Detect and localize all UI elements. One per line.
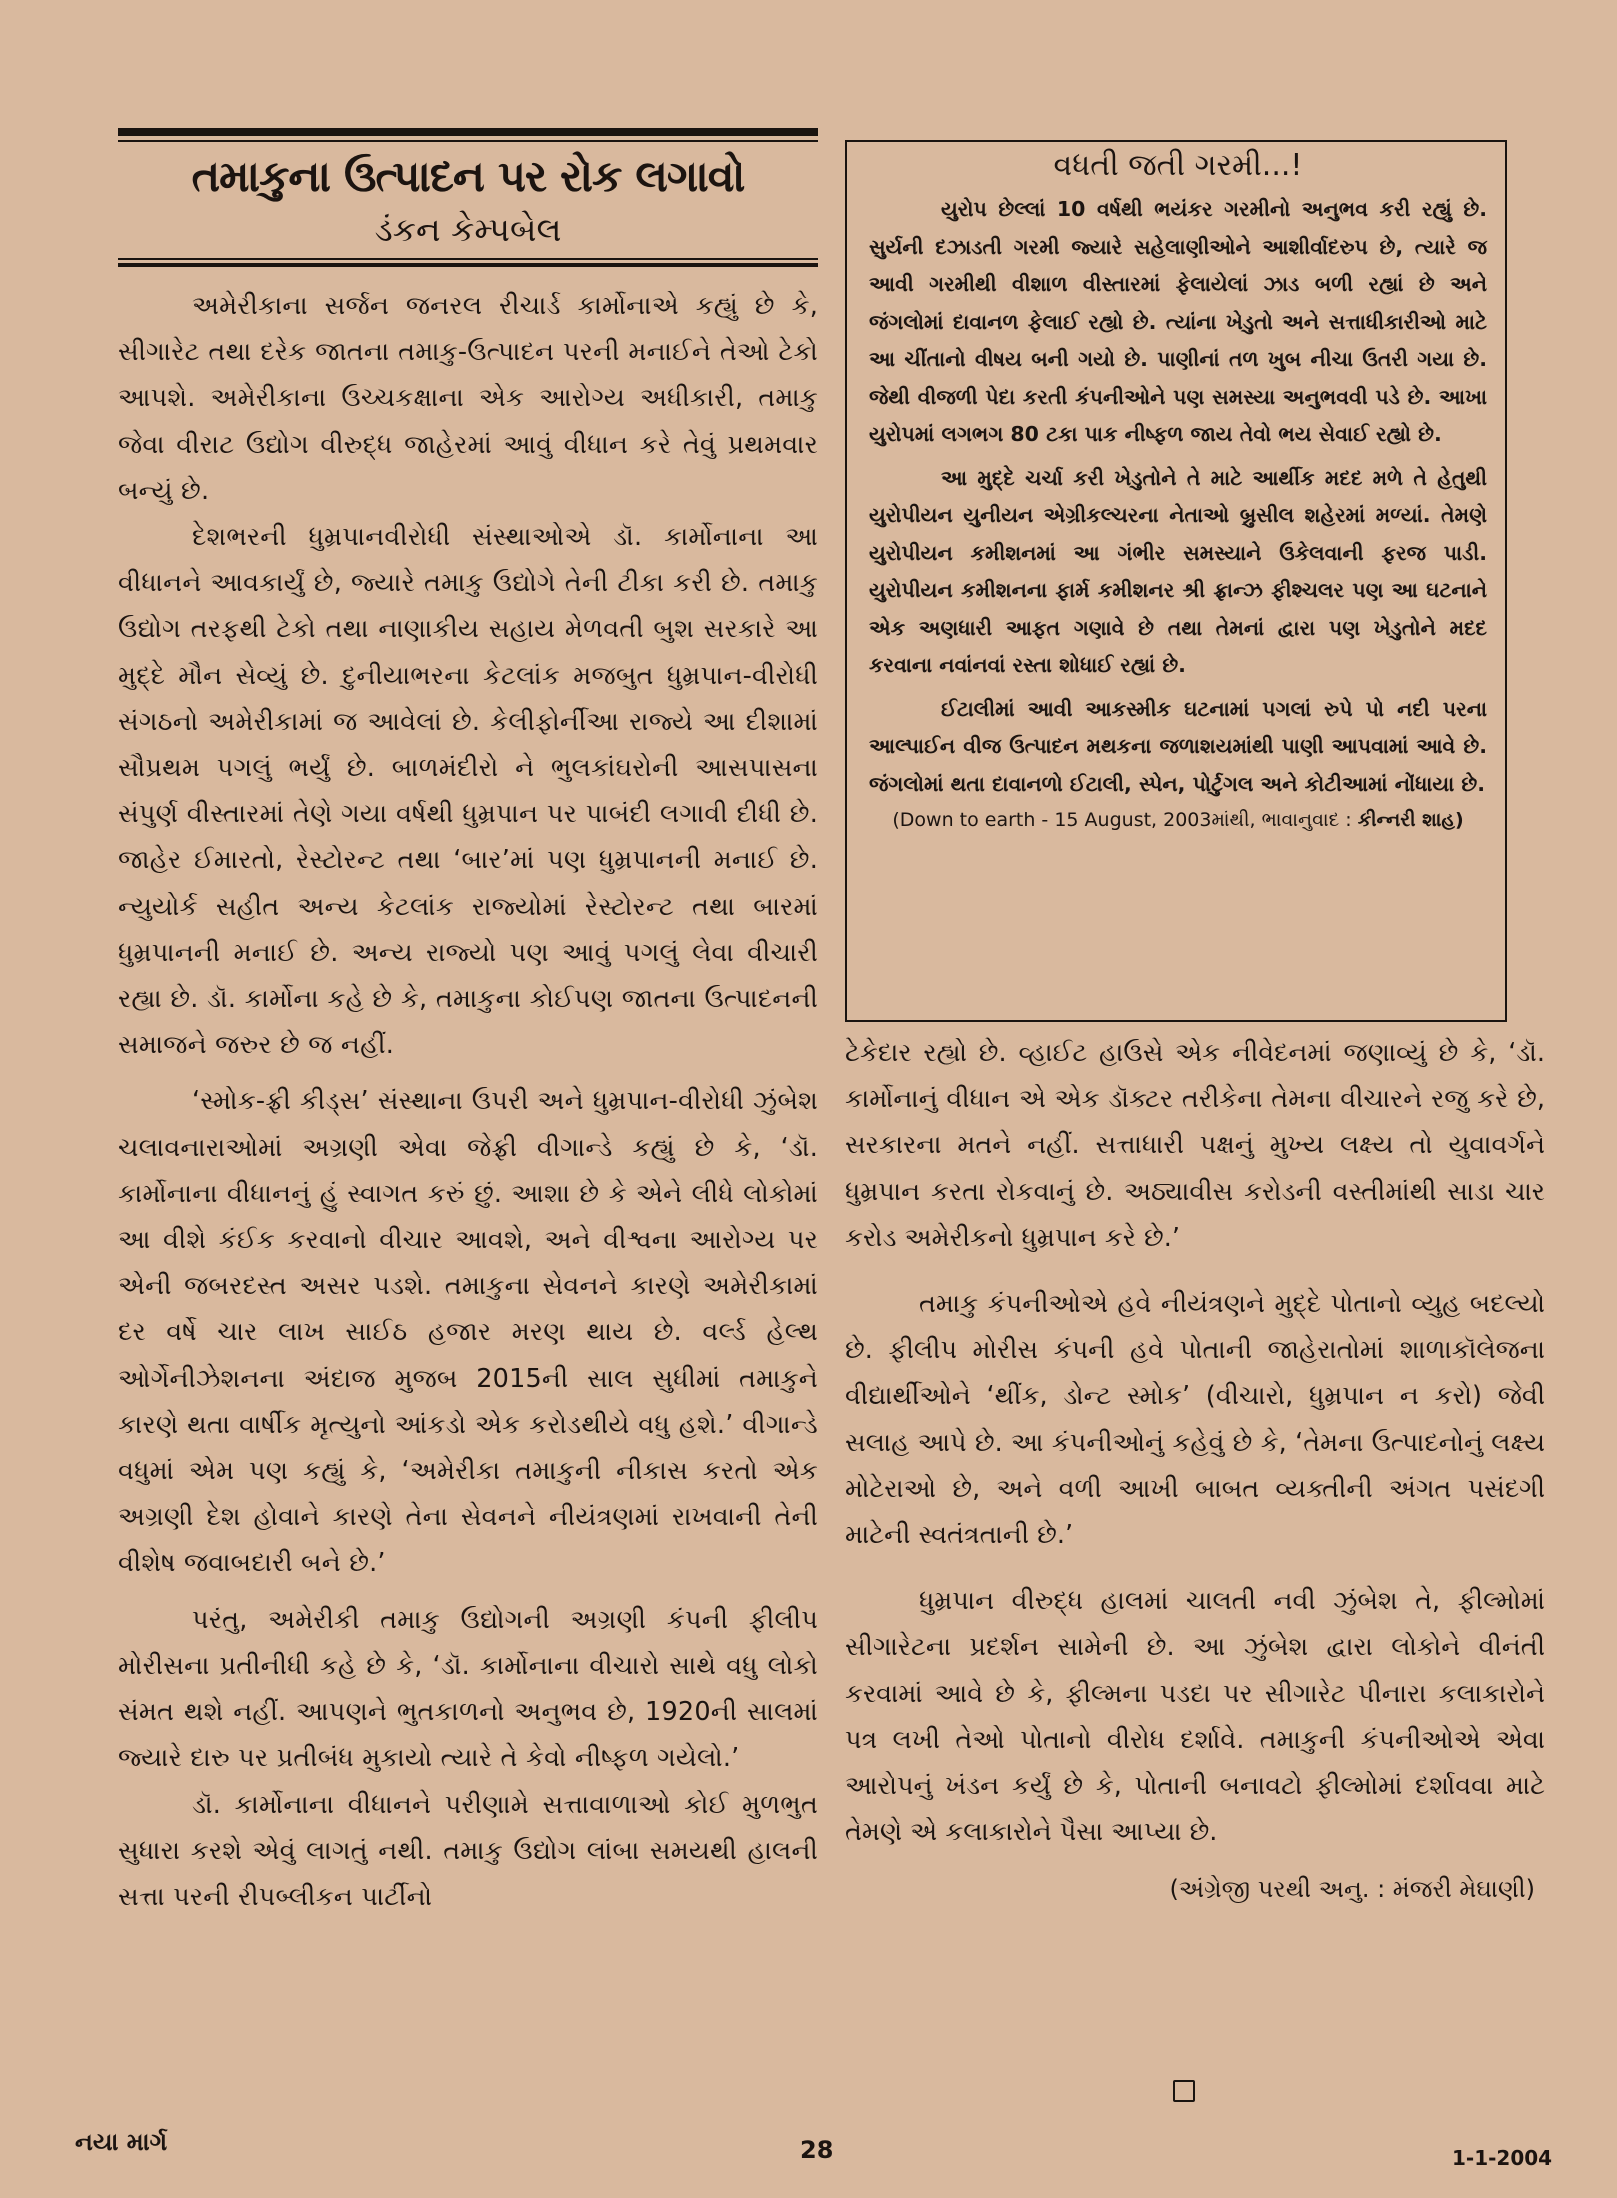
article-author: ડંકન કેમ્પબેલ bbox=[374, 210, 562, 249]
author-rule bbox=[118, 263, 818, 267]
article-paragraph: દેશભરની ધુમ્રપાનવીરોધી સંસ્થાઓએ ડૉ. કાર્મોનાના આ વીધાનને આવકાર્યું છે, જ્યારે તમાકુ ઉદ્યોગે તેની ટીકા કરી છે. તમાકુ ઉદ્યોગ તરફથી ટેકો તથા નાણાકીય સહાય મેળવતી બુશ સરકારે આ મુદ્દે મૌન સેવ્યું છે. દુનીયાભરના કેટલાંક મજબુત ધુમ્રપાન-વીરોધી સંગઠનો અમેરીકામાં જ આવેલાં છે. કેલીફોર્નીઆ રાજ્યે આ દીશામાં સૌપ્રથમ પગલું ભર્યું છે. બાળમંદીરો ને ભુલકાંઘરોની આસપાસના સંપુર્ણ વીસ્તારમાં તેણે ગયા વર્ષથી ધુમ્રપાન પર પાબંદી લગાવી દીધી છે. જાહેર ઈમારતો, રેસ્ટોરન્ટ તથા ‘બાર’માં પણ ધુમ્રપાનની મનાઈ છે. ન્યુયોર્ક સહીત અન્ય કેટલાંક રાજ્યોમાં રેસ્ટોરન્ટ તથા બારમાં ધુમ્રપાનની મનાઈ છે. અન્ય રાજ્યો પણ આવું પગલું લેવા વીચારી રહ્યા છે. ડૉ. કાર્મોના કહે છે કે, તમાકુના કોઈપણ જાતના ઉત્પાદનની સમાજને જરુર છે જ નહીં. bbox=[118, 522, 818, 1061]
header-rule bbox=[118, 128, 818, 136]
article-title: તમાકુના ઉત્પાદન પર રોક લગાવો bbox=[191, 152, 745, 202]
article-paragraph: ટેકેદાર રહ્યો છે. વ્હાઈટ હાઉસે એક નીવેદનમાં જણાવ્યું છે કે, ‘ડૉ. કાર્મોનાનું વીધાન એ એક ડૉક્ટર તરીકેના તેમના વીચારને રજુ કરે છે, સરકારના મતને નહીં. સત્તાધારી પક્ષનું મુખ્ય લક્ષ્ય તો યુવાવર્ગને ધુમ્રપાન કરતા રોકવાનું છે. અઠ્યાવીસ કરોડની વસ્તીમાંથી સાડા ચાર કરોડ અમેરીકનો ધુમ્રપાન કરે છે.’ bbox=[845, 1038, 1545, 1253]
translation-credit: (અંગ્રેજી પરથી અનુ. : મંજરી મેઘાણી) bbox=[1169, 1875, 1535, 1904]
article-paragraph: ડૉ. કાર્મોનાના વીધાનને પરીણામે સત્તાવાળાઓ કોઈ મુળભુત સુધારા કરશે એવું લાગતું નથી. તમાકુ ઉદ્યોગ લાંબા સમયથી હાલની સત્તા પરની રીપબ્લીકન પાર્ટીનો bbox=[118, 1789, 818, 1912]
article-paragraph: ધુમ્રપાન વીરુદ્ધ હાલમાં ચાલતી નવી ઝુંબેશ તે, ફીલ્મોમાં સીગારેટના પ્રદર્શન સામેની છે. આ ઝુંબેશ દ્વારા લોકોને વીનંતી કરવામાં આવે છે કે, ફીલ્મના પડદા પર સીગારેટ પીનારા કલાકારોને પત્ર લખી તેઓ પોતાનો વીરોધ દર્શાવે. તમાકુની કંપનીઓએ એવા આરોપનું ખંડન કર્યું છે કે, પોતાની બનાવટો ફીલ્મોમાં દર્શાવવા માટે તેમણે એ કલાકારોને પૈસા આપ્યા છે. bbox=[845, 1586, 1545, 1848]
sidebar-translator: કીન્નરી શાહ) bbox=[1357, 809, 1464, 831]
sidebar-paragraph: આ મુદ્દે ચર્ચા કરી ખેડુતોને તે માટે આર્થીક મદદ મળે તે હેતુથી યુરોપીયન યુનીયન એગ્રીકલ્ચરના નેતાઓ બ્રુસીલ શહેરમાં મળ્યાં. તેમણે યુરોપીયન કમીશનમાં આ ગંભીર સમસ્યાને ઉકેલવાની ફરજ પાડી. યુરોપીયન કમીશનના ફાર્મ કમીશનર શ્રી ફ્રાન્ઝ ફીશ્ચલર પણ આ ઘટનાને એક અણધારી આફત ગણાવે છે તથા તેમનાં દ્વારા પણ ખેડુતોને મદદ કરવાના નવાંનવાં રસ્તા શોધાઈ રહ્યાં છે. bbox=[869, 465, 1487, 677]
article-paragraph: પરંતુ, અમેરીકી તમાકુ ઉદ્યોગની અગ્રણી કંપની ફીલીપ મોરીસના પ્રતીનીધી કહે છે કે, ‘ડૉ. કાર્મોનાના વીચારો સાથે વધુ લોકો સંમત થશે નહીં. આપણને ભુતકાળનો અનુભવ છે, 1920ની સાલમાં જ્યારે દારુ પર પ્રતીબંધ મુકાયો ત્યારે તે કેવો નીષ્ફળ ગયેલો.’ bbox=[118, 1604, 818, 1774]
sidebar-title: વધતી જતી ગરમી...! bbox=[1053, 148, 1303, 183]
article-paragraph: અમેરીકાના સર્જન જનરલ રીચાર્ડ કાર્મોનાએ કહ્યું છે કે, સીગારેટ તથા દરેક જાતના તમાકુ-ઉત્પાદન પરની મનાઈને તેઓ ટેકો આપશે. અમેરીકાના ઉચ્ચકક્ષાના એક આરોગ્ય અધીકારી, તમાકુ જેવા વીરાટ ઉદ્યોગ વીરુદ્ધ જાહેરમાં આવું વીધાન કરે તેવું પ્રથમવાર બન્યું છે. bbox=[118, 291, 818, 506]
article-paragraph: તમાકુ કંપનીઓએ હવે નીયંત્રણને મુદ્દે પોતાનો વ્યુહ બદલ્યો છે. ફીલીપ મોરીસ કંપની હવે પોતાની જાહેરાતોમાં શાળાકૉલેજના વીદ્યાર્થીઓને ‘થીંક, ડોન્ટ સ્મોક’ (વીચારો, ધુમ્રપાન ન કરો) જેવી સલાહ આપે છે. આ કંપનીઓનું કહેવું છે કે, ‘તેમના ઉત્પાદનોનું લક્ષ્ય મોટેરાઓ છે, અને વળી આખી બાબત વ્યક્તીની અંગત પસંદગી માટેની સ્વતંત્રતાની છે.’ bbox=[845, 1289, 1545, 1551]
sidebar-paragraph: યુરોપ છેલ્લાં 10 વર્ષથી ભયંકર ગરમીનો અનુભવ કરી રહ્યું છે. સુર્યની દઝાડતી ગરમી જ્યારે સહેલાણીઓને આશીર્વાદરુપ છે, ત્યારે જ આવી ગરમીથી વીશાળ વીસ્તારમાં ફેલાયેલાં ઝાડ બળી રહ્યાં છે અને જંગલોમાં દાવાનળ ફેલાઈ રહ્યો છે. ત્યાંના ખેડુતો અને સત્તાધીકારીઓ માટે આ ચીંતાનો વીષય બની ગયો છે. પાણીનાં તળ ખુબ નીચા ઉતરી ગયા છે. જેથી વીજળી પેદા કરતી કંપનીઓને પણ સમસ્યા અનુભવવી પડે છે. આખા યુરોપમાં લગભગ 80 ટકા પાક નીષ્ફળ જાય તેવો ભય સેવાઈ રહ્યો છે. bbox=[869, 197, 1487, 446]
magazine-name: નયા માર્ગ bbox=[75, 2128, 168, 2156]
sidebar-paragraph: ઈટાલીમાં આવી આકસ્મીક ઘટનામાં પગલાં રુપે પો નદી પરના આલ્પાઈન વીજ ઉત્પાદન મથકના જળાશયમાંથી પાણી આપવામાં આવે છે. જંગલોમાં થતા દાવાનળો ઈટાલી, સ્પેન, પોર્ટુગલ અને કોટીઆમાં નોંધાયા છે. bbox=[869, 696, 1487, 796]
end-mark-icon bbox=[1173, 2080, 1195, 2102]
sidebar-source-text: (Down to earth - 15 August, 2003માંથી, ભાવાનુવાદ : bbox=[892, 809, 1352, 831]
issue-date: 1-1-2004 bbox=[1452, 2146, 1553, 2170]
article-column-right bbox=[845, 140, 1545, 1903]
sidebar-source bbox=[869, 809, 1487, 831]
page-number: 28 bbox=[800, 2136, 834, 2164]
article-continuation bbox=[845, 1030, 1545, 1903]
header-rule-thin bbox=[118, 140, 818, 142]
article-paragraph: ‘સ્મોક-ફ્રી કીડ્સ’ સંસ્થાના ઉપરી અને ધુમ્રપાન-વીરોધી ઝુંબેશ ચલાવનારાઓમાં અગ્રણી એવા જેફ્રી વીગાન્ડે કહ્યું છે કે, ‘ડૉ. કાર્મોનાના વીધાનનું હું સ્વાગત કરું છું. આશા છે કે એને લીધે લોકોમાં આ વીશે કંઈક કરવાનો વીચાર આવશે, અને વીશ્વના આરોગ્ય પર એની જબરદસ્ત અસર પડશે. તમાકુના સેવનને કારણે અમેરીકામાં દર વર્ષે ચાર લાખ સાઈઠ હજાર મરણ થાય છે. વર્લ્ડ હેલ્થ ઓર્ગેનીઝેશનના અંદાજ મુજબ 2015ની સાલ સુધીમાં તમાકુને કારણે થતા વાર્ષીક મૃત્યુનો આંકડો એક કરોડથીયે વધુ હશે.’ વીગાન્ડે વધુમાં એમ પણ કહ્યું કે, ‘અમેરીકા તમાકુની નીકાસ કરતો એક અગ્રણી દેશ હોવાને કારણે તેના સેવનને નીયંત્રણમાં રાખવાની તેની વીશેષ જવાબદારી બને છે.’ bbox=[118, 1086, 818, 1579]
sidebar-box bbox=[845, 140, 1507, 1022]
author-rule-thin bbox=[118, 258, 818, 260]
article-column-left bbox=[118, 128, 818, 1920]
